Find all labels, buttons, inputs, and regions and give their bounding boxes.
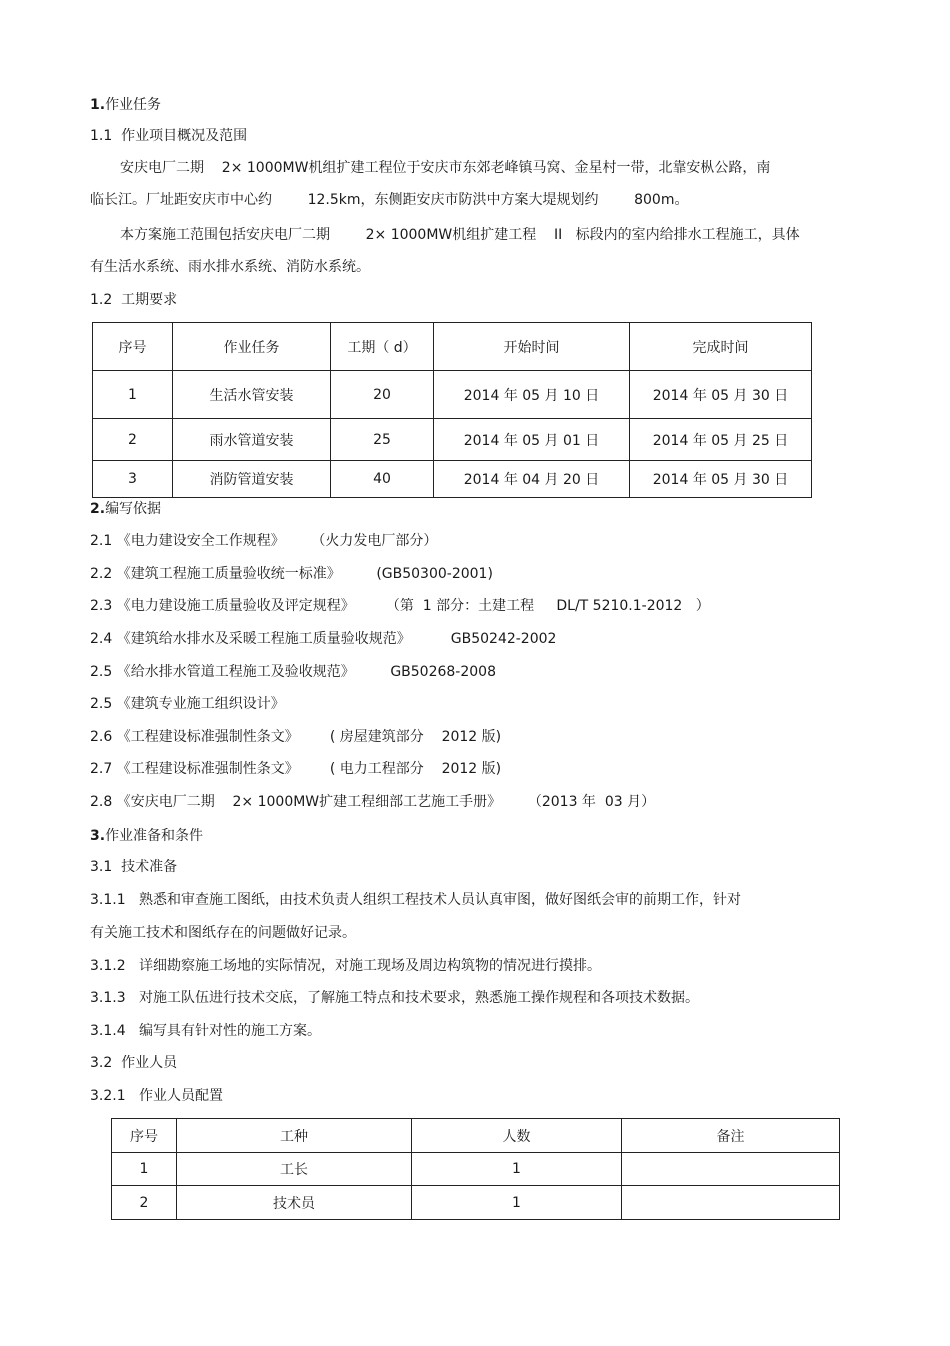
header-cell: 备注 <box>622 1119 840 1153</box>
subsection-3-2: 3.2 作业人员 <box>90 1055 178 1071</box>
table-cell: 25 <box>331 419 434 461</box>
header-cell: 工期（ d） <box>331 323 434 371</box>
reference-item: 2.7 《工程建设标准强制性条文》 ( 电力工程部分 2012 版) <box>90 761 502 777</box>
subsection-1-2: 1.2 工期要求 <box>90 292 178 308</box>
reference-item: 2.5 《给水排水管道工程施工及验收规范》 GB50268-2008 <box>90 664 496 680</box>
paragraph-1-line-2: 临长江。厂址距安庆市中心约 12.5km，东侧距安庆市防洪中方案大堤规划约 800m。 <box>90 192 689 208</box>
section-2-heading <box>90 499 161 519</box>
reference-item: 2.1 《电力建设安全工作规程》 （火力发电厂部分） <box>90 533 438 549</box>
header-cell: 序号 <box>93 323 173 371</box>
reference-item: 2.2 《建筑工程施工质量验收统一标准》 (GB50300-2001) <box>90 566 493 582</box>
reference-item: 2.4 《建筑给水排水及采暖工程施工质量验收规范》 GB50242-2002 <box>90 631 557 647</box>
table-cell: 工长 <box>177 1153 412 1186</box>
table-cell: 2014 年 05 月 01 日 <box>434 419 630 461</box>
section-1-heading <box>90 95 161 115</box>
table-row <box>93 371 812 419</box>
section-number: 3. <box>90 828 106 844</box>
table-cell <box>622 1186 840 1220</box>
table-cell: 技术员 <box>177 1186 412 1220</box>
paragraph-3-1-1-line-1: 3.1.1 熟悉和审查施工图纸，由技术负责人组织工程技术人员认真审图，做好图纸会审的前期工作，针对 <box>90 892 741 908</box>
table-row <box>112 1153 840 1186</box>
table-row <box>112 1186 840 1220</box>
section-3-heading <box>90 826 203 846</box>
reference-item: 2.5 《建筑专业施工组织设计》 <box>90 696 285 712</box>
table-cell: 2014 年 05 月 30 日 <box>630 371 812 419</box>
subsection-3-1: 3.1 技术准备 <box>90 859 178 875</box>
reference-item: 2.6 《工程建设标准强制性条文》 ( 房屋建筑部分 2012 版) <box>90 729 502 745</box>
section-title: 编写依据 <box>105 501 162 517</box>
paragraph-1-line-1: 安庆电厂二期 2× 1000MW机组扩建工程位于安庆市东郊老峰镇马窝、金星村一带，北靠安枞公路，南 <box>120 160 771 176</box>
reference-item: 2.8 《安庆电厂二期 2× 1000MW扩建工程细部工艺施工手册》 （2013 年 03 月） <box>90 794 656 810</box>
header-cell: 工种 <box>177 1119 412 1153</box>
table-cell: 消防管道安装 <box>173 461 331 498</box>
subsection-3-2-1: 3.2.1 作业人员配置 <box>90 1088 223 1104</box>
table-header-row <box>112 1119 840 1153</box>
table-cell: 2 <box>93 419 173 461</box>
subsection-1-1: 1.1 作业项目概况及范围 <box>90 128 248 144</box>
header-cell: 完成时间 <box>630 323 812 371</box>
table-cell: 2014 年 05 月 25 日 <box>630 419 812 461</box>
section-title: 作业准备和条件 <box>105 828 204 844</box>
paragraph-2-line-2: 有生活水系统、雨水排水系统、消防水系统。 <box>90 259 370 275</box>
table-header-row <box>93 323 812 371</box>
paragraph-3-1-1-line-2: 有关施工技术和图纸存在的问题做好记录。 <box>90 925 356 941</box>
section-title: 作业任务 <box>105 97 162 113</box>
header-cell: 开始时间 <box>434 323 630 371</box>
header-cell: 人数 <box>412 1119 622 1153</box>
table-cell: 2014 年 05 月 10 日 <box>434 371 630 419</box>
paragraph-2-line-1: 本方案施工范围包括安庆电厂二期 2× 1000MW机组扩建工程 II 标段内的室内给排水工程施工，具体 <box>120 227 800 243</box>
section-number: 2. <box>90 501 106 517</box>
table-cell <box>622 1153 840 1186</box>
table-cell: 2 <box>112 1186 177 1220</box>
paragraph-3-1-4: 3.1.4 编写具有针对性的施工方案。 <box>90 1023 321 1039</box>
table-cell: 2014 年 05 月 30 日 <box>630 461 812 498</box>
paragraph-3-1-3: 3.1.3 对施工队伍进行技术交底，了解施工特点和技术要求，熟悉施工操作规程和各项技术数据。 <box>90 990 699 1006</box>
header-cell: 作业任务 <box>173 323 331 371</box>
table-cell: 40 <box>331 461 434 498</box>
table-cell: 1 <box>412 1186 622 1220</box>
table-cell: 1 <box>93 371 173 419</box>
table-cell: 3 <box>93 461 173 498</box>
table-cell: 1 <box>112 1153 177 1186</box>
table-row <box>93 419 812 461</box>
table-row <box>93 461 812 498</box>
reference-item: 2.3 《电力建设施工质量验收及评定规程》 （第 1 部分：土建工程 DL/T 5210.1-2012 ） <box>90 598 710 614</box>
section-number: 1. <box>90 97 106 113</box>
schedule-table <box>92 322 812 498</box>
table-cell: 20 <box>331 371 434 419</box>
table-cell: 雨水管道安装 <box>173 419 331 461</box>
table-cell: 2014 年 04 月 20 日 <box>434 461 630 498</box>
staffing-table <box>111 1118 840 1220</box>
paragraph-3-1-2: 3.1.2 详细勘察施工场地的实际情况，对施工现场及周边构筑物的情况进行摸排。 <box>90 958 601 974</box>
table-cell: 生活水管安装 <box>173 371 331 419</box>
header-cell: 序号 <box>112 1119 177 1153</box>
table-cell: 1 <box>412 1153 622 1186</box>
